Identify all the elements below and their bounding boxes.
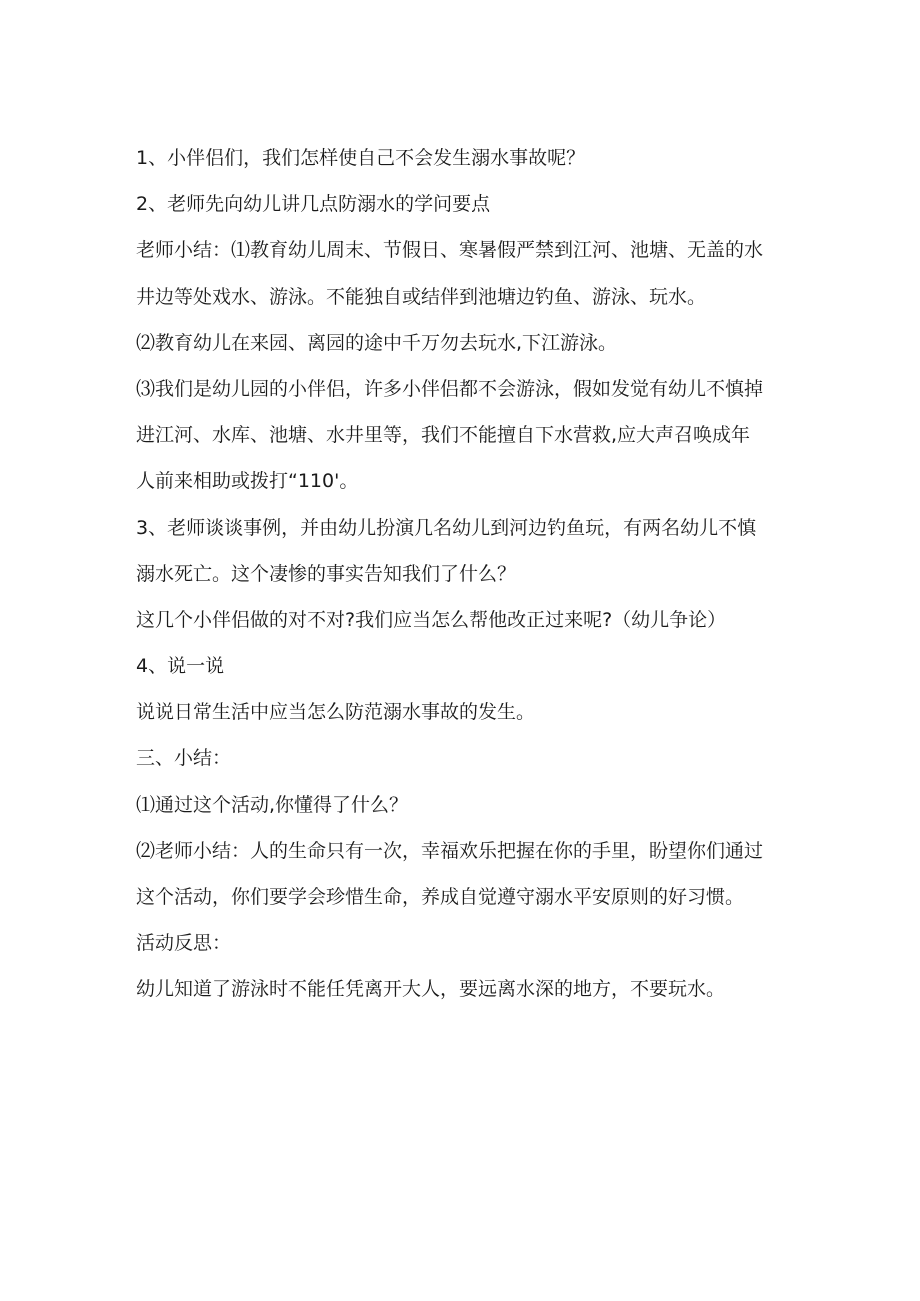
question-1-line: 1、小伴侣们，我们怎样使自己不会发生溺水事故呢？ (136, 147, 586, 169)
step-2-line: 2、老师先向幼儿讲几点防溺水的学问要点 (136, 193, 491, 216)
summary-point-1-line: ⑴通过这个活动,你懂得了什么？ (136, 793, 409, 816)
reflection-heading: 活动反思： (136, 932, 232, 955)
paragraph-line: 井边等处戏水、游泳。不能独自或结伴到池塘边钓鱼、游泳、玩水。 (136, 285, 707, 308)
paragraph-line: 溺水死亡。这个凄惨的事实告知我们了什么？ (136, 562, 517, 585)
reflection-line: 幼儿知道了游泳时不能任凭离开大人，要远离水深的地方，不要玩水。 (136, 978, 726, 1001)
paragraph-line: 人前来相助或拨打“110'。 (136, 470, 359, 493)
paragraph-line: 进江河、水库、池塘、水井里等，我们不能擅自下水营救,应大声召唤成年 (136, 424, 751, 447)
point-2-line: ⑵教育幼儿在来园、离园的途中千万勿去玩水,下江游泳。 (136, 331, 618, 354)
step-4-line: 4、说一说 (136, 655, 225, 678)
paragraph-line: 这个活动，你们要学会珍惜生命，养成自觉遵守溺水平安原则的好习惯。 (136, 886, 745, 908)
section-summary-heading: 三、小结： (136, 747, 232, 770)
paragraph-line: 说说日常生活中应当怎么防范溺水事故的发生。 (136, 701, 536, 724)
summary-point-2-line: ⑵老师小结：人的生命只有一次，幸福欢乐把握在你的手里，盼望你们通过 (136, 839, 764, 862)
document-body (136, 141, 796, 1019)
teacher-summary-line: 老师小结：⑴教育幼儿周末、节假日、寒暑假严禁到江河、池塘、无盖的水 (136, 239, 764, 262)
discussion-line: 这几个小伴侣做的对不对?我们应当怎么帮他改正过来呢?（幼儿争论） (136, 608, 727, 631)
step-3-line: 3、老师谈谈事例，并由幼儿扮演几名幼儿到河边钓鱼玩，有两名幼儿不慎 (136, 516, 757, 539)
point-3-line: ⑶我们是幼儿园的小伴侣，许多小伴侣都不会游泳，假如发觉有幼儿不慎掉 (136, 377, 764, 400)
